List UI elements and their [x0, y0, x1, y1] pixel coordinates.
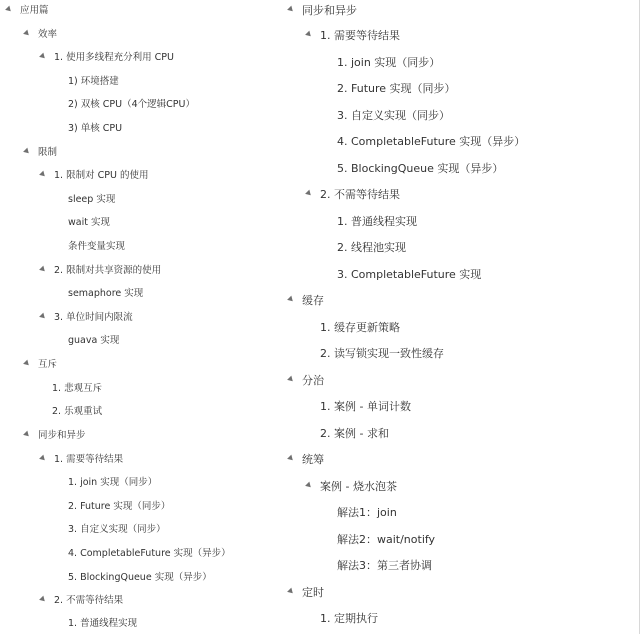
node-label: 3. 自定义实现（同步）: [337, 109, 450, 122]
expand-caret-icon[interactable]: [39, 171, 47, 179]
node-label: 解法2：wait/notify: [337, 533, 436, 546]
outline-node[interactable]: [24, 26, 57, 40]
node-label: 2. 线程池实现: [337, 241, 406, 254]
outline-node[interactable]: [320, 319, 400, 335]
expand-caret-icon[interactable]: [287, 296, 295, 304]
outline-node[interactable]: [320, 425, 389, 441]
node-label: 1. 限制对 CPU 的使用: [54, 170, 149, 181]
outline-node[interactable]: [40, 451, 123, 465]
outline-node[interactable]: [68, 96, 195, 110]
outline-node[interactable]: [306, 27, 400, 43]
outline-node[interactable]: [337, 239, 406, 255]
outline-node[interactable]: [288, 451, 324, 467]
outline-node[interactable]: [337, 213, 417, 229]
outline-node[interactable]: [337, 266, 481, 282]
expand-caret-icon[interactable]: [39, 53, 47, 61]
outline-node[interactable]: [288, 372, 324, 388]
outline-node[interactable]: [337, 504, 397, 520]
outline-node[interactable]: [306, 186, 400, 202]
node-label: 1. 需要等待结果: [320, 29, 400, 42]
outline-node[interactable]: [40, 262, 161, 276]
outline-node[interactable]: [337, 557, 432, 573]
expand-caret-icon[interactable]: [23, 431, 31, 439]
outline-node[interactable]: [40, 167, 148, 181]
node-label: sleep 实现: [68, 194, 116, 205]
expand-caret-icon[interactable]: [39, 266, 47, 274]
expand-caret-icon[interactable]: [39, 313, 47, 321]
node-label: 限制: [38, 147, 58, 158]
outline-node[interactable]: [337, 531, 435, 547]
node-label: guava 实现: [68, 335, 120, 346]
node-label: 3. 单位时间内限流: [54, 312, 133, 323]
outline-node[interactable]: [24, 356, 57, 370]
expand-caret-icon[interactable]: [5, 6, 13, 14]
expand-caret-icon[interactable]: [305, 190, 313, 198]
outline-node[interactable]: [288, 2, 357, 18]
node-label: 2. Future 实现（同步）: [337, 82, 456, 95]
node-label: 2. 限制对共享资源的使用: [54, 265, 162, 276]
node-label: 2. Future 实现（同步）: [68, 501, 171, 512]
outline-node[interactable]: [68, 285, 143, 299]
outline-node[interactable]: [68, 238, 125, 252]
node-label: 1. 悲观互斥: [52, 383, 103, 394]
node-label: 2. 读写锁实现一致性缓存: [320, 347, 444, 360]
node-label: 5. BlockingQueue 实现（异步）: [337, 162, 504, 175]
expand-caret-icon[interactable]: [287, 376, 295, 384]
node-label: 应用篇: [20, 5, 49, 16]
expand-caret-icon[interactable]: [23, 148, 31, 156]
node-label: 解法1：join: [337, 506, 397, 519]
outline-node[interactable]: [68, 73, 119, 87]
expand-caret-icon[interactable]: [39, 455, 47, 463]
node-label: 同步和异步: [38, 430, 86, 441]
node-label: 5. BlockingQueue 实现（异步）: [68, 572, 212, 583]
outline-node[interactable]: [306, 478, 397, 494]
outline-node[interactable]: [320, 610, 378, 626]
outline-node[interactable]: [337, 107, 450, 123]
node-label: 2. 不需等待结果: [320, 188, 400, 201]
node-label: 1. 缓存更新策略: [320, 321, 400, 334]
outline-node[interactable]: [68, 120, 122, 134]
node-label: 统筹: [302, 453, 324, 466]
outline-node[interactable]: [68, 332, 119, 346]
outline-node[interactable]: [40, 309, 133, 323]
expand-caret-icon[interactable]: [287, 6, 295, 14]
node-label: 解法3：第三者协调: [337, 559, 432, 572]
expand-caret-icon[interactable]: [287, 455, 295, 463]
node-label: 2. 乐观重试: [52, 406, 103, 417]
outline-node[interactable]: [337, 160, 503, 176]
node-label: 案例 - 烧水泡茶: [320, 480, 397, 493]
node-label: 2) 双核 CPU（4个逻辑CPU）: [68, 99, 195, 110]
node-label: 同步和异步: [302, 4, 357, 17]
node-label: 3. 自定义实现（同步）: [68, 524, 166, 535]
node-label: 缓存: [302, 294, 324, 307]
expand-caret-icon[interactable]: [287, 588, 295, 596]
node-label: semaphore 实现: [68, 288, 144, 299]
outline-node[interactable]: [52, 403, 102, 417]
expand-caret-icon[interactable]: [23, 30, 31, 38]
node-label: 4. CompletableFuture 实现（异步）: [68, 548, 231, 559]
node-label: 3) 单核 CPU: [68, 123, 123, 134]
node-label: 定时: [302, 586, 324, 599]
outline-node[interactable]: [24, 427, 86, 441]
node-label: 4. CompletableFuture 实现（异步）: [337, 135, 526, 148]
node-label: 1. 定期执行: [320, 612, 378, 625]
outline-node[interactable]: [320, 345, 444, 361]
node-label: 1. join 实现（同步）: [68, 477, 158, 488]
node-label: 互斥: [38, 359, 58, 370]
outline-node[interactable]: [24, 144, 57, 158]
outline-node[interactable]: [52, 380, 102, 394]
node-label: 1. 普通线程实现: [68, 618, 138, 629]
node-label: 2. 不需等待结果: [54, 595, 124, 606]
node-label: 2. 案例 - 求和: [320, 427, 389, 440]
node-label: 1. 使用多线程充分利用 CPU: [54, 52, 174, 63]
outline-node[interactable]: [320, 398, 411, 414]
outline-node[interactable]: [68, 521, 166, 535]
node-label: 效率: [38, 29, 58, 40]
outline-node[interactable]: [68, 615, 137, 629]
outline-node[interactable]: [337, 54, 440, 70]
outline-node[interactable]: [68, 191, 115, 205]
node-label: 条件变量实现: [68, 241, 126, 252]
node-label: 1. 案例 - 单词计数: [320, 400, 411, 413]
node-label: 1. 需要等待结果: [54, 454, 124, 465]
expand-caret-icon[interactable]: [305, 482, 313, 490]
node-label: 3. CompletableFuture 实现: [337, 268, 482, 281]
outline-node[interactable]: [6, 2, 49, 16]
outline-node[interactable]: [40, 49, 174, 63]
expand-caret-icon[interactable]: [305, 31, 313, 39]
outline-node[interactable]: [68, 498, 170, 512]
node-label: 分治: [302, 374, 324, 387]
outline-node[interactable]: [68, 474, 157, 488]
outline-node[interactable]: [68, 214, 110, 228]
outline-node[interactable]: [288, 584, 324, 600]
outline-node[interactable]: [68, 545, 231, 559]
outline-node[interactable]: [337, 80, 456, 96]
outline-node[interactable]: [288, 292, 324, 308]
node-label: wait 实现: [68, 217, 110, 228]
node-label: 1) 环境搭建: [68, 76, 119, 87]
node-label: 1. join 实现（同步）: [337, 56, 441, 69]
outline-node[interactable]: [337, 133, 525, 149]
outline-node[interactable]: [40, 592, 123, 606]
expand-caret-icon[interactable]: [39, 596, 47, 604]
node-label: 1. 普通线程实现: [337, 215, 417, 228]
outline-node[interactable]: [68, 569, 212, 583]
expand-caret-icon[interactable]: [23, 360, 31, 368]
